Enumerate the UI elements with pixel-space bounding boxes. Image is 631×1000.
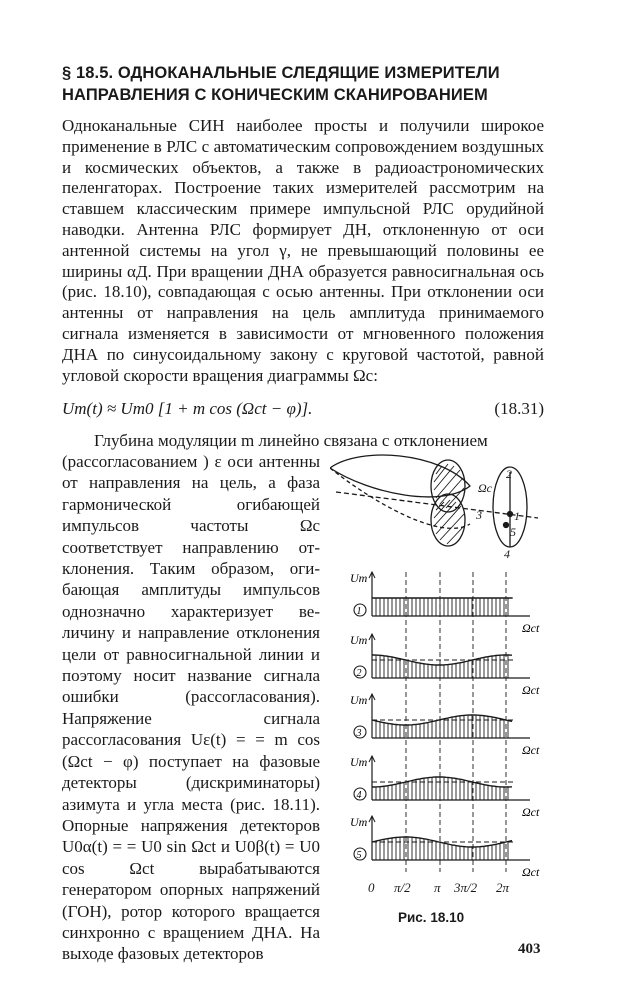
graph-index-label: 3 bbox=[356, 728, 362, 739]
tick-pi-2: π/2 bbox=[394, 880, 411, 895]
tick-0: 0 bbox=[368, 880, 375, 895]
label-omega: Ωc bbox=[478, 481, 493, 495]
point-1 bbox=[508, 512, 513, 517]
label-1: 1 bbox=[514, 509, 520, 523]
envelope-graph-3 bbox=[350, 693, 540, 757]
graph-index-label: 4 bbox=[356, 790, 362, 801]
formula-number: (18.31) bbox=[494, 399, 544, 418]
paragraph-intro: Одноканальные СИН наиболее просты и получили широкое применение в РЛС с автоматическим сопровождением воздушных и космических объектов, а также в радиоастрономических пеленгаторах. Построение таких измерителей рассмотрим на ставшем классическим примере импульсной РЛС орудийной наводки. Антенна РЛС формирует ДН, отклоненную от оси антенной системы на угол γ, не превышающий половины ее ширины αД. При вращении ДНА образуется равносигнальная ось (рис. 18.10), совпадающая с осью антенны. При отклонении оси антенны от направления на цель амплитуда принимаемого сигнала изменяется в зависимости от мгновенного положения ДНА по синусоидальному закону с круговой частотой, равной угловой скорости вращения диаграммы Ωc: bbox=[62, 116, 544, 385]
y-axis-label: Um bbox=[350, 571, 368, 585]
y-axis-label: Um bbox=[350, 755, 368, 769]
label-5: 5 bbox=[510, 525, 516, 539]
section-title: § 18.5. ОДНОКАНАЛЬНЫЕ СЛЕДЯЩИЕ ИЗМЕРИТЕЛИ НАПРАВЛЕНИЯ С КОНИЧЕСКИМ СКАНИРОВАНИЕМ bbox=[62, 64, 500, 104]
envelope-graphs bbox=[350, 571, 540, 879]
figure-caption: Рис. 18.10 bbox=[398, 910, 465, 925]
label-2: 2 bbox=[506, 467, 512, 481]
x-axis-label: Ωct bbox=[522, 683, 540, 697]
page-number: 403 bbox=[518, 941, 541, 957]
paragraph-modulation-first-line: Глубина модуляции m линейно связана с отклонением bbox=[94, 431, 488, 450]
tick-2pi: 2π bbox=[496, 880, 510, 895]
envelope-graph-4 bbox=[350, 755, 540, 819]
upper-beam-lobe bbox=[330, 455, 470, 497]
label-3: 3 bbox=[476, 508, 482, 522]
y-axis-label: Um bbox=[350, 815, 368, 829]
graph-index-label: 2 bbox=[356, 668, 362, 679]
x-axis-label: Ωct bbox=[522, 865, 540, 879]
x-axis-label: Ωct bbox=[522, 743, 540, 757]
graph-index-label: 1 bbox=[356, 606, 362, 617]
tick-pi: π bbox=[434, 880, 441, 895]
x-tick-labels bbox=[368, 880, 510, 895]
y-axis-label: Um bbox=[350, 633, 368, 647]
label-4: 4 bbox=[504, 547, 510, 561]
figure-18-10 bbox=[330, 452, 545, 930]
envelope-graph-5 bbox=[350, 815, 540, 879]
tick-3pi-2: 3π/2 bbox=[454, 880, 478, 895]
x-axis-label: Ωct bbox=[522, 621, 540, 635]
upper-lobe-section bbox=[431, 460, 465, 512]
envelope-graph-1 bbox=[350, 571, 540, 635]
formula-18-31 bbox=[62, 398, 544, 420]
x-axis-label: Ωct bbox=[522, 805, 540, 819]
graph-index-label: 5 bbox=[356, 850, 362, 861]
y-axis-label: Um bbox=[350, 693, 368, 707]
point-5 bbox=[504, 523, 509, 528]
paragraph-modulation: (рассогласованием ) ε оси антенны от направления на цель, а фаза гармонической огибающей импульсов частоты Ωc соответствует направлению отклонения. Таким образом, огибающая амплитуды импульсов однозначно характеризует величину и направление отклонения цели от равносигнальной линии и поэтому носит название сигнала ошибки (рассогласования). Напряжение сигнала рассогласования Uε(t) = = m cos (Ωct − φ) поступает на фазовые детекторы (дискриминаторы) азимута и угла места (рис. 18.11). Опорные напряжения детекторов U0α(t) = = U0 sin Ωct и U0β(t) = U0 cos Ωct вырабатываются генератором опорных напряжений (ГОН), ротор которого вращается синхронно с вращением ДНА. На выходе фазовых детекторов bbox=[62, 452, 320, 964]
envelope-graph-2 bbox=[350, 633, 540, 697]
formula-text: Um(t) ≈ Um0 [1 + m cos (Ωct − φ)]. bbox=[62, 399, 313, 418]
